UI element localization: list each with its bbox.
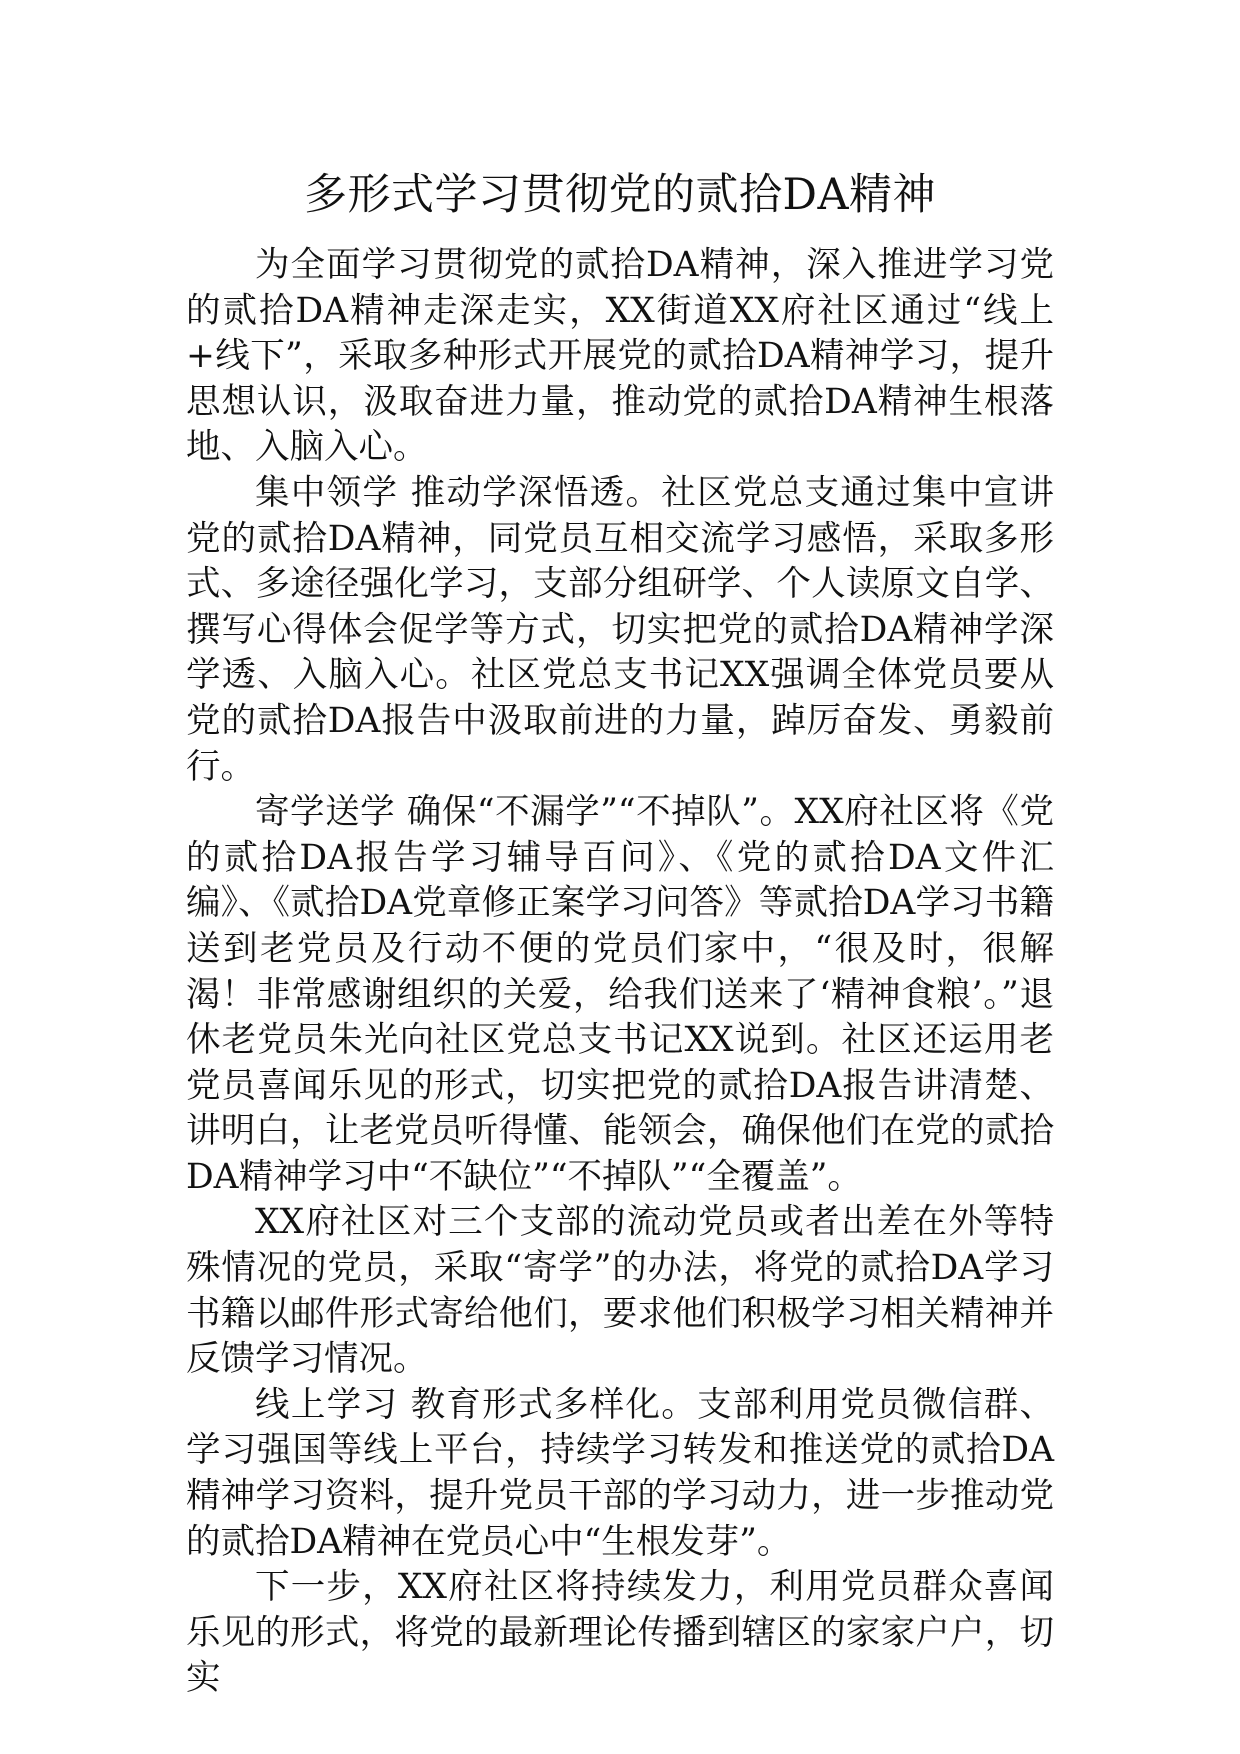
paragraph-centralized-study: 集中领学 推动学深悟透。社区党总支通过集中宣讲党的贰拾DA精神，同党员互相交流学习感悟，采取多形式、多途径强化学习，支部分组研学、个人读原文自学、撰写心得体会促学等方式，切实把党的贰拾DA精神学深学透、入脑入心。社区党总支书记XX强调全体党员要从党的贰拾DA报告中汲取前进的力量，踔厉奋发、勇毅前行。	[186, 472, 1054, 787]
paragraph-intro: 为全面学习贯彻党的贰拾DA精神，深入推进学习党的贰拾DA精神走深走实，XX街道XX府社区通过“线上+线下”，采取多种形式开展党的贰拾DA精神学习，提升思想认识，汲取奋进力量，推动党的贰拾DA精神生根落地、入脑入心。	[186, 245, 1054, 468]
document-title: 多形式学习贯彻党的贰拾DA精神	[303, 170, 937, 220]
paragraph-next-step: 下一步，XX府社区将持续发力，利用党员群众喜闻乐见的形式，将党的最新理论传播到辖区的家家户户，切实	[186, 1567, 1054, 1699]
paragraph-mailed-study: 寄学送学 确保“不漏学”“不掉队”。XX府社区将《党的贰拾DA报告学习辅导百问》、《党的贰拾DA文件汇编》、《贰拾DA党章修正案学习问答》等贰拾DA学习书籍送到老党员及行动不便的党员们家中，“很及时，很解渴！非常感谢组织的关爱，给我们送来了‘精神食粮’。”退休老党员朱光向社区党总支书记XX说到。社区还运用老党员喜闻乐见的形式，切实把党的贰拾DA报告讲清楚、讲明白，让老党员听得懂、能领会，确保他们在党的贰拾DA精神学习中“不缺位”“不掉队”“全覆盖”。	[186, 792, 1054, 1197]
paragraph-online-study: 线上学习 教育形式多样化。支部利用党员微信群、学习强国等线上平台，持续学习转发和推送党的贰拾DA精神学习资料，提升党员干部的学习动力，进一步推动党的贰拾DA精神在党员心中“生根发芽”。	[186, 1384, 1054, 1562]
document-body	[186, 243, 1054, 1702]
paragraph-mobile-members: XX府社区对三个支部的流动党员或者出差在外等特殊情况的党员，采取“寄学”的办法，将党的贰拾DA学习书籍以邮件形式寄给他们，要求他们积极学习相关精神并反馈学习情况。	[186, 1202, 1054, 1380]
